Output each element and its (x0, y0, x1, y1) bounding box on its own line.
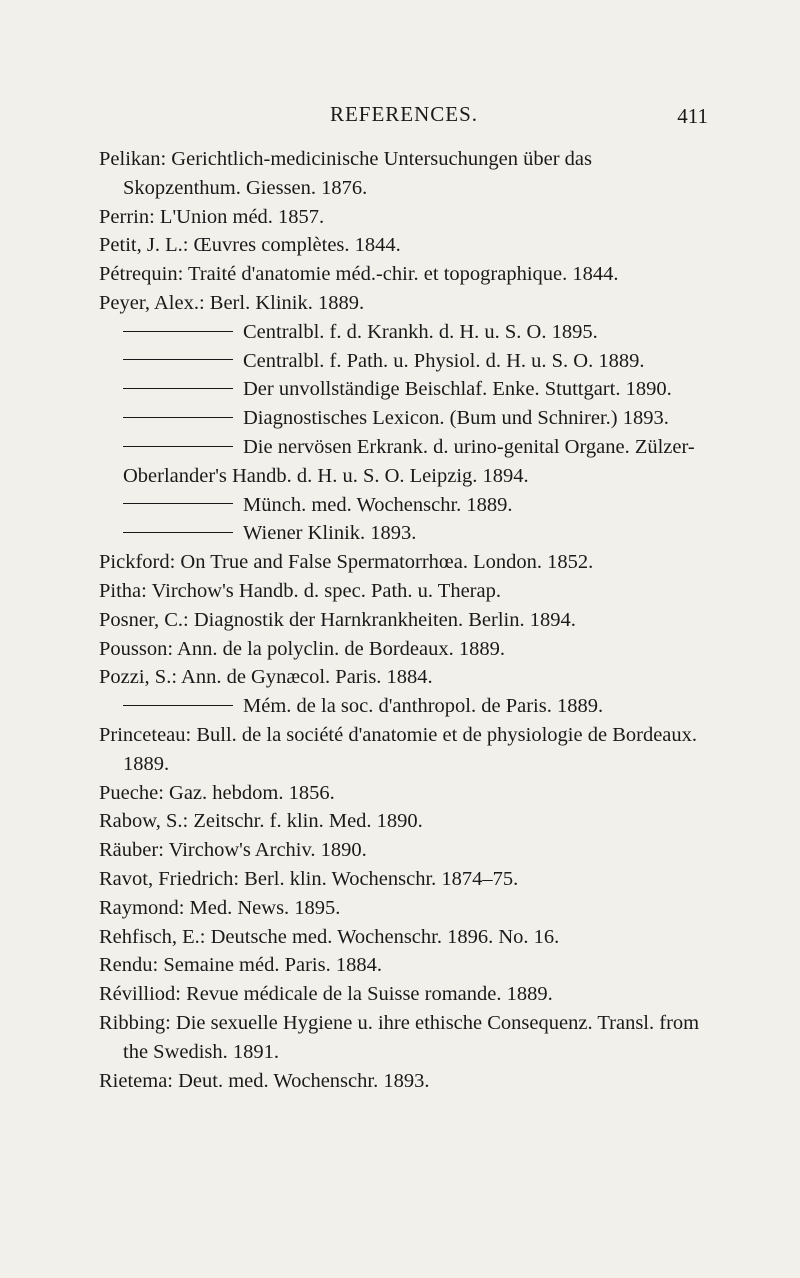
running-head (100, 102, 708, 136)
reference-entry: Peyer, Alex.: Berl. Klinik. 1889. (99, 291, 365, 314)
reference-entry: Pitha: Virchow's Handb. d. spec. Path. u. Therap. (99, 579, 501, 602)
page-title: REFERENCES. (329, 102, 479, 126)
ditto-rule (123, 331, 233, 332)
reference-entry-ditto: Centralbl. f. Path. u. Physiol. d. H. u. S. O. 1889. (99, 347, 709, 376)
reference-entry: Ribbing: Die sexuelle Hygiene u. ihre ethische Consequenz. Transl. from the Swedish. 1891. (99, 1011, 700, 1063)
reference-entry: Pueche: Gaz. hebdom. 1856. (99, 781, 335, 804)
reference-entry: Princeteau: Bull. de la société d'anatomie et de physiologie de Bordeaux. 1889. (99, 723, 698, 775)
reference-entry-ditto: Centralbl. f. d. Krankh. d. H. u. S. O. 1895. (99, 318, 709, 347)
reference-entry: Posner, C.: Diagnostik der Harnkrankheiten. Berlin. 1894. (99, 608, 576, 631)
reference-entry-ditto: Die nervösen Erkrank. d. urino-genital Organe. Zülzer-Oberlander's Handb. d. H. u. S. O. Leipzig. 1894. (123, 435, 695, 487)
reference-entry: Rietema: Deut. med. Wochenschr. 1893. (99, 1069, 430, 1092)
reference-entry: Ravot, Friedrich: Berl. klin. Wochenschr. 1874–75. (99, 867, 519, 890)
reference-entry: Räuber: Virchow's Archiv. 1890. (99, 839, 367, 862)
reference-entry: Rendu: Semaine méd. Paris. 1884. (99, 954, 382, 977)
reference-entry: Pelikan: Gerichtlich-medicinische Untersuchungen über das Skopzenthum. Giessen. 1876. (99, 148, 592, 199)
reference-entry: Pickford: On True and False Spermatorrhœa. London. 1852. (99, 551, 594, 574)
reference-entry: Rabow, S.: Zeitschr. f. klin. Med. 1890. (99, 810, 423, 833)
reference-entry: Pozzi, S.: Ann. de Gynæcol. Paris. 1884. (99, 666, 433, 689)
reference-entry-ditto: Der unvollständige Beischlaf. Enke. Stuttgart. 1890. (99, 375, 709, 404)
ditto-rule (123, 417, 233, 418)
reference-entry: Pousson: Ann. de la polyclin. de Bordeaux. 1889. (99, 637, 505, 660)
ditto-rule (123, 503, 233, 504)
reference-entry-ditto: Diagnostisches Lexicon. (Bum und Schnirer.) 1893. (99, 404, 709, 433)
ditto-rule (123, 705, 233, 706)
reference-entry: Révilliod: Revue médicale de la Suisse romande. 1889. (99, 983, 553, 1006)
reference-entry-ditto: Wiener Klinik. 1893. (99, 519, 709, 548)
reference-entry: Pétrequin: Traité d'anatomie méd.-chir. et topographique. 1844. (99, 263, 619, 286)
ditto-rule (123, 532, 233, 533)
ditto-rule (123, 446, 233, 447)
reference-list (99, 145, 709, 1095)
reference-entry-ditto: Mém. de la soc. d'anthropol. de Paris. 1889. (99, 692, 709, 721)
ditto-rule (123, 388, 233, 389)
reference-entry: Rehfisch, E.: Deutsche med. Wochenschr. 1896. No. 16. (99, 925, 560, 948)
reference-entry: Raymond: Med. News. 1895. (99, 896, 341, 919)
page-number: 411 (677, 104, 708, 128)
reference-entry: Petit, J. L.: Œuvres complètes. 1844. (99, 234, 401, 257)
reference-entry: Perrin: L'Union méd. 1857. (99, 205, 325, 228)
reference-entry-ditto: Münch. med. Wochenschr. 1889. (99, 491, 709, 520)
ditto-rule (123, 359, 233, 360)
